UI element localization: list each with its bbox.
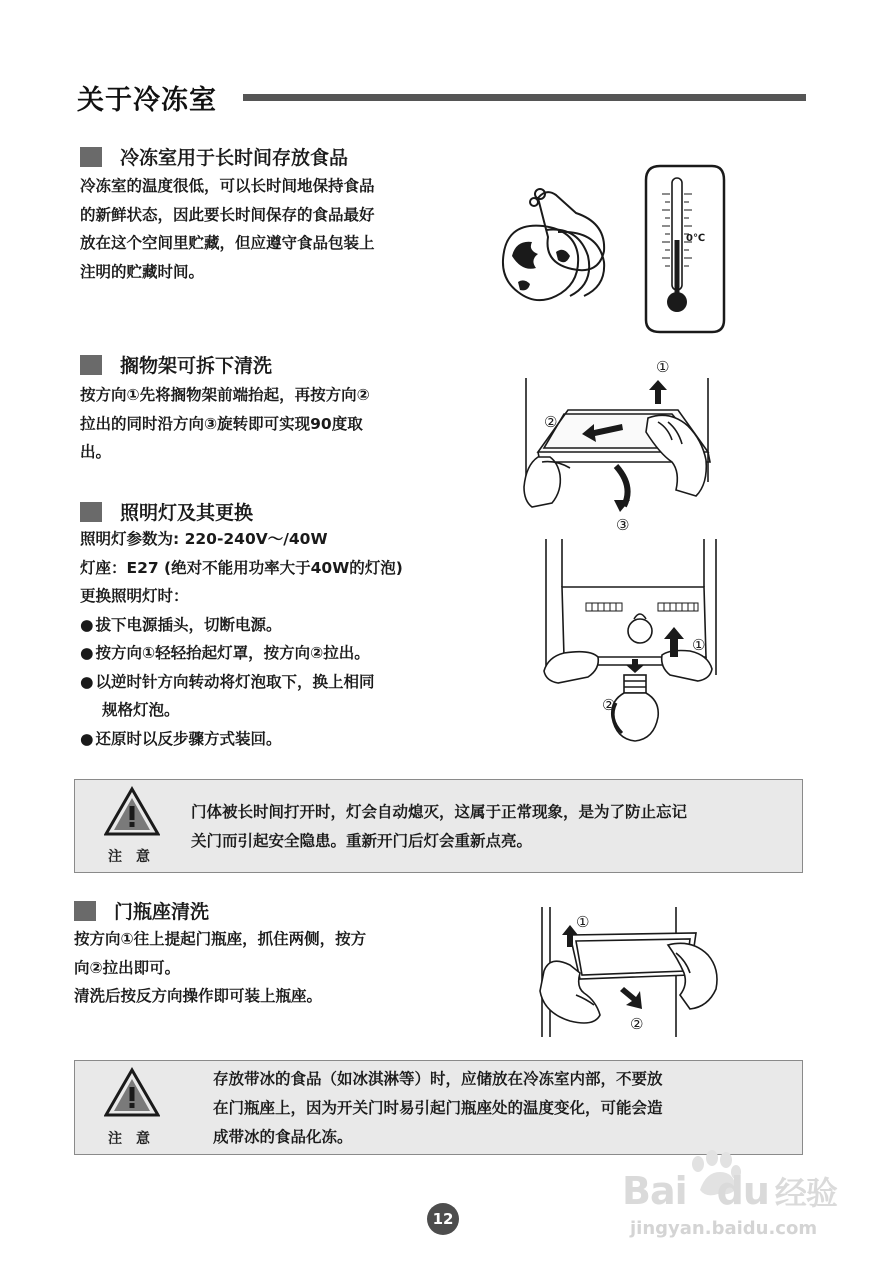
direction-marker-1: ① xyxy=(576,913,590,931)
list-item-continuation: 规格灯泡。 xyxy=(102,701,180,719)
square-bullet-icon xyxy=(80,355,102,375)
text-line: 清洗后按反方向操作即可装上瓶座。 xyxy=(74,987,323,1005)
direction-marker-1: ① xyxy=(656,358,670,376)
door-shelf-illustration xyxy=(536,905,726,1040)
square-bullet-icon xyxy=(80,147,102,167)
section-heading-freezer xyxy=(80,143,348,170)
warning-triangle-icon xyxy=(104,1067,160,1119)
direction-marker-3: ③ xyxy=(616,516,630,534)
section-heading-text: 搁物架可拆下清洗 xyxy=(120,355,273,377)
drumstick-icon xyxy=(538,192,604,270)
lamp-socket-line: 灯座：E27 (绝对不能用功率大于40W的灯泡) xyxy=(80,558,403,577)
direction-marker-1: ① xyxy=(692,636,706,654)
text-line: 的新鲜状态，因此要长时间保存的食品最好 xyxy=(80,205,375,224)
lamp-replacement-illustration xyxy=(540,535,730,770)
steak-icon xyxy=(503,226,578,301)
page-title: 关于冷冻室 xyxy=(77,85,217,116)
notice-text xyxy=(213,1065,663,1152)
list-item: ● 以逆时针方向转动将灯泡取下，换上相同 xyxy=(80,668,403,697)
watermark-logo xyxy=(622,1168,837,1214)
watermark-url: jingyan.baidu.com xyxy=(630,1218,818,1239)
notice-text xyxy=(191,798,687,856)
list-item: ● 拔下电源插头，切断电源。 xyxy=(80,611,403,640)
text-line: 更换照明灯时： xyxy=(80,587,189,605)
thermometer-icon xyxy=(646,166,724,332)
list-item: ● 还原时以反步骤方式装回。 xyxy=(80,725,403,754)
section2-paragraph xyxy=(80,381,370,467)
text-line: 在门瓶座上，因为开关门时易引起门瓶座处的温度变化，可能会造 xyxy=(213,1099,663,1117)
watermark-logo-cn: 经验 xyxy=(774,1174,837,1212)
text-line: 冷冻室的温度很低，可以长时间地保持食品 xyxy=(80,177,375,195)
section-heading-text: 冷冻室用于长时间存放食品 xyxy=(120,147,349,169)
thermometer-label: 0℃ xyxy=(686,233,706,244)
watermark-logo-text-2: du xyxy=(716,1169,769,1213)
text-line: 注明的贮藏时间。 xyxy=(80,262,205,281)
section-heading-door-shelf xyxy=(74,897,209,924)
section-heading-text: 门瓶座清洗 xyxy=(114,901,210,923)
list-item: ● 按方向①轻轻抬起灯罩，按方向②拉出。 xyxy=(80,639,403,668)
notice-label: 注意 xyxy=(108,1131,164,1147)
section3-paragraph xyxy=(80,525,403,753)
square-bullet-icon xyxy=(74,901,96,921)
section4-paragraph xyxy=(74,925,366,1011)
text-line: 拉出的同时沿方向③旋转即可实现90度取 xyxy=(80,414,363,433)
lamp-spec-line: 照明灯参数为: 220-240V～/40W xyxy=(80,530,328,548)
notice-box-light xyxy=(74,779,803,873)
direction-marker-2: ② xyxy=(544,413,558,431)
text-line: 向②拉出即可。 xyxy=(74,958,181,977)
direction-marker-2: ② xyxy=(602,696,616,714)
notice-label: 注意 xyxy=(108,849,164,865)
frozen-food-illustration xyxy=(498,160,738,335)
section-heading-text: 照明灯及其更换 xyxy=(120,502,254,524)
text-line: 出。 xyxy=(80,443,112,461)
shelf-removal-illustration xyxy=(518,352,718,534)
section1-paragraph xyxy=(80,172,375,286)
text-line: 放在这个空间里贮藏，但应遵守食品包装上 xyxy=(80,234,375,252)
text-line: 成带冰的食品化冻。 xyxy=(213,1128,353,1146)
text-line: 存放带冰的食品（如冰淇淋等）时，应储放在冷冻室内部，不要放 xyxy=(213,1070,663,1088)
direction-marker-2: ② xyxy=(630,1015,644,1033)
section-heading-shelf xyxy=(80,351,272,378)
square-bullet-icon xyxy=(80,502,102,522)
text-line: 按方向①往上提起门瓶座，抓住两侧，按方 xyxy=(74,930,367,948)
title-rule xyxy=(243,94,806,101)
text-line: 按方向①先将搁物架前端抬起，再按方向② xyxy=(80,386,370,404)
section-heading-light xyxy=(80,498,253,525)
watermark-logo-text: Bai xyxy=(622,1169,687,1213)
notice-box-ice-food xyxy=(74,1060,803,1155)
text-line: 关门而引起安全隐患。重新开门后灯会重新点亮。 xyxy=(191,832,533,850)
warning-triangle-icon xyxy=(104,786,160,838)
text-line: 门体被长时间打开时，灯会自动熄灭，这属于正常现象，是为了防止忘记 xyxy=(191,803,688,821)
page-number: 12 xyxy=(427,1203,459,1235)
